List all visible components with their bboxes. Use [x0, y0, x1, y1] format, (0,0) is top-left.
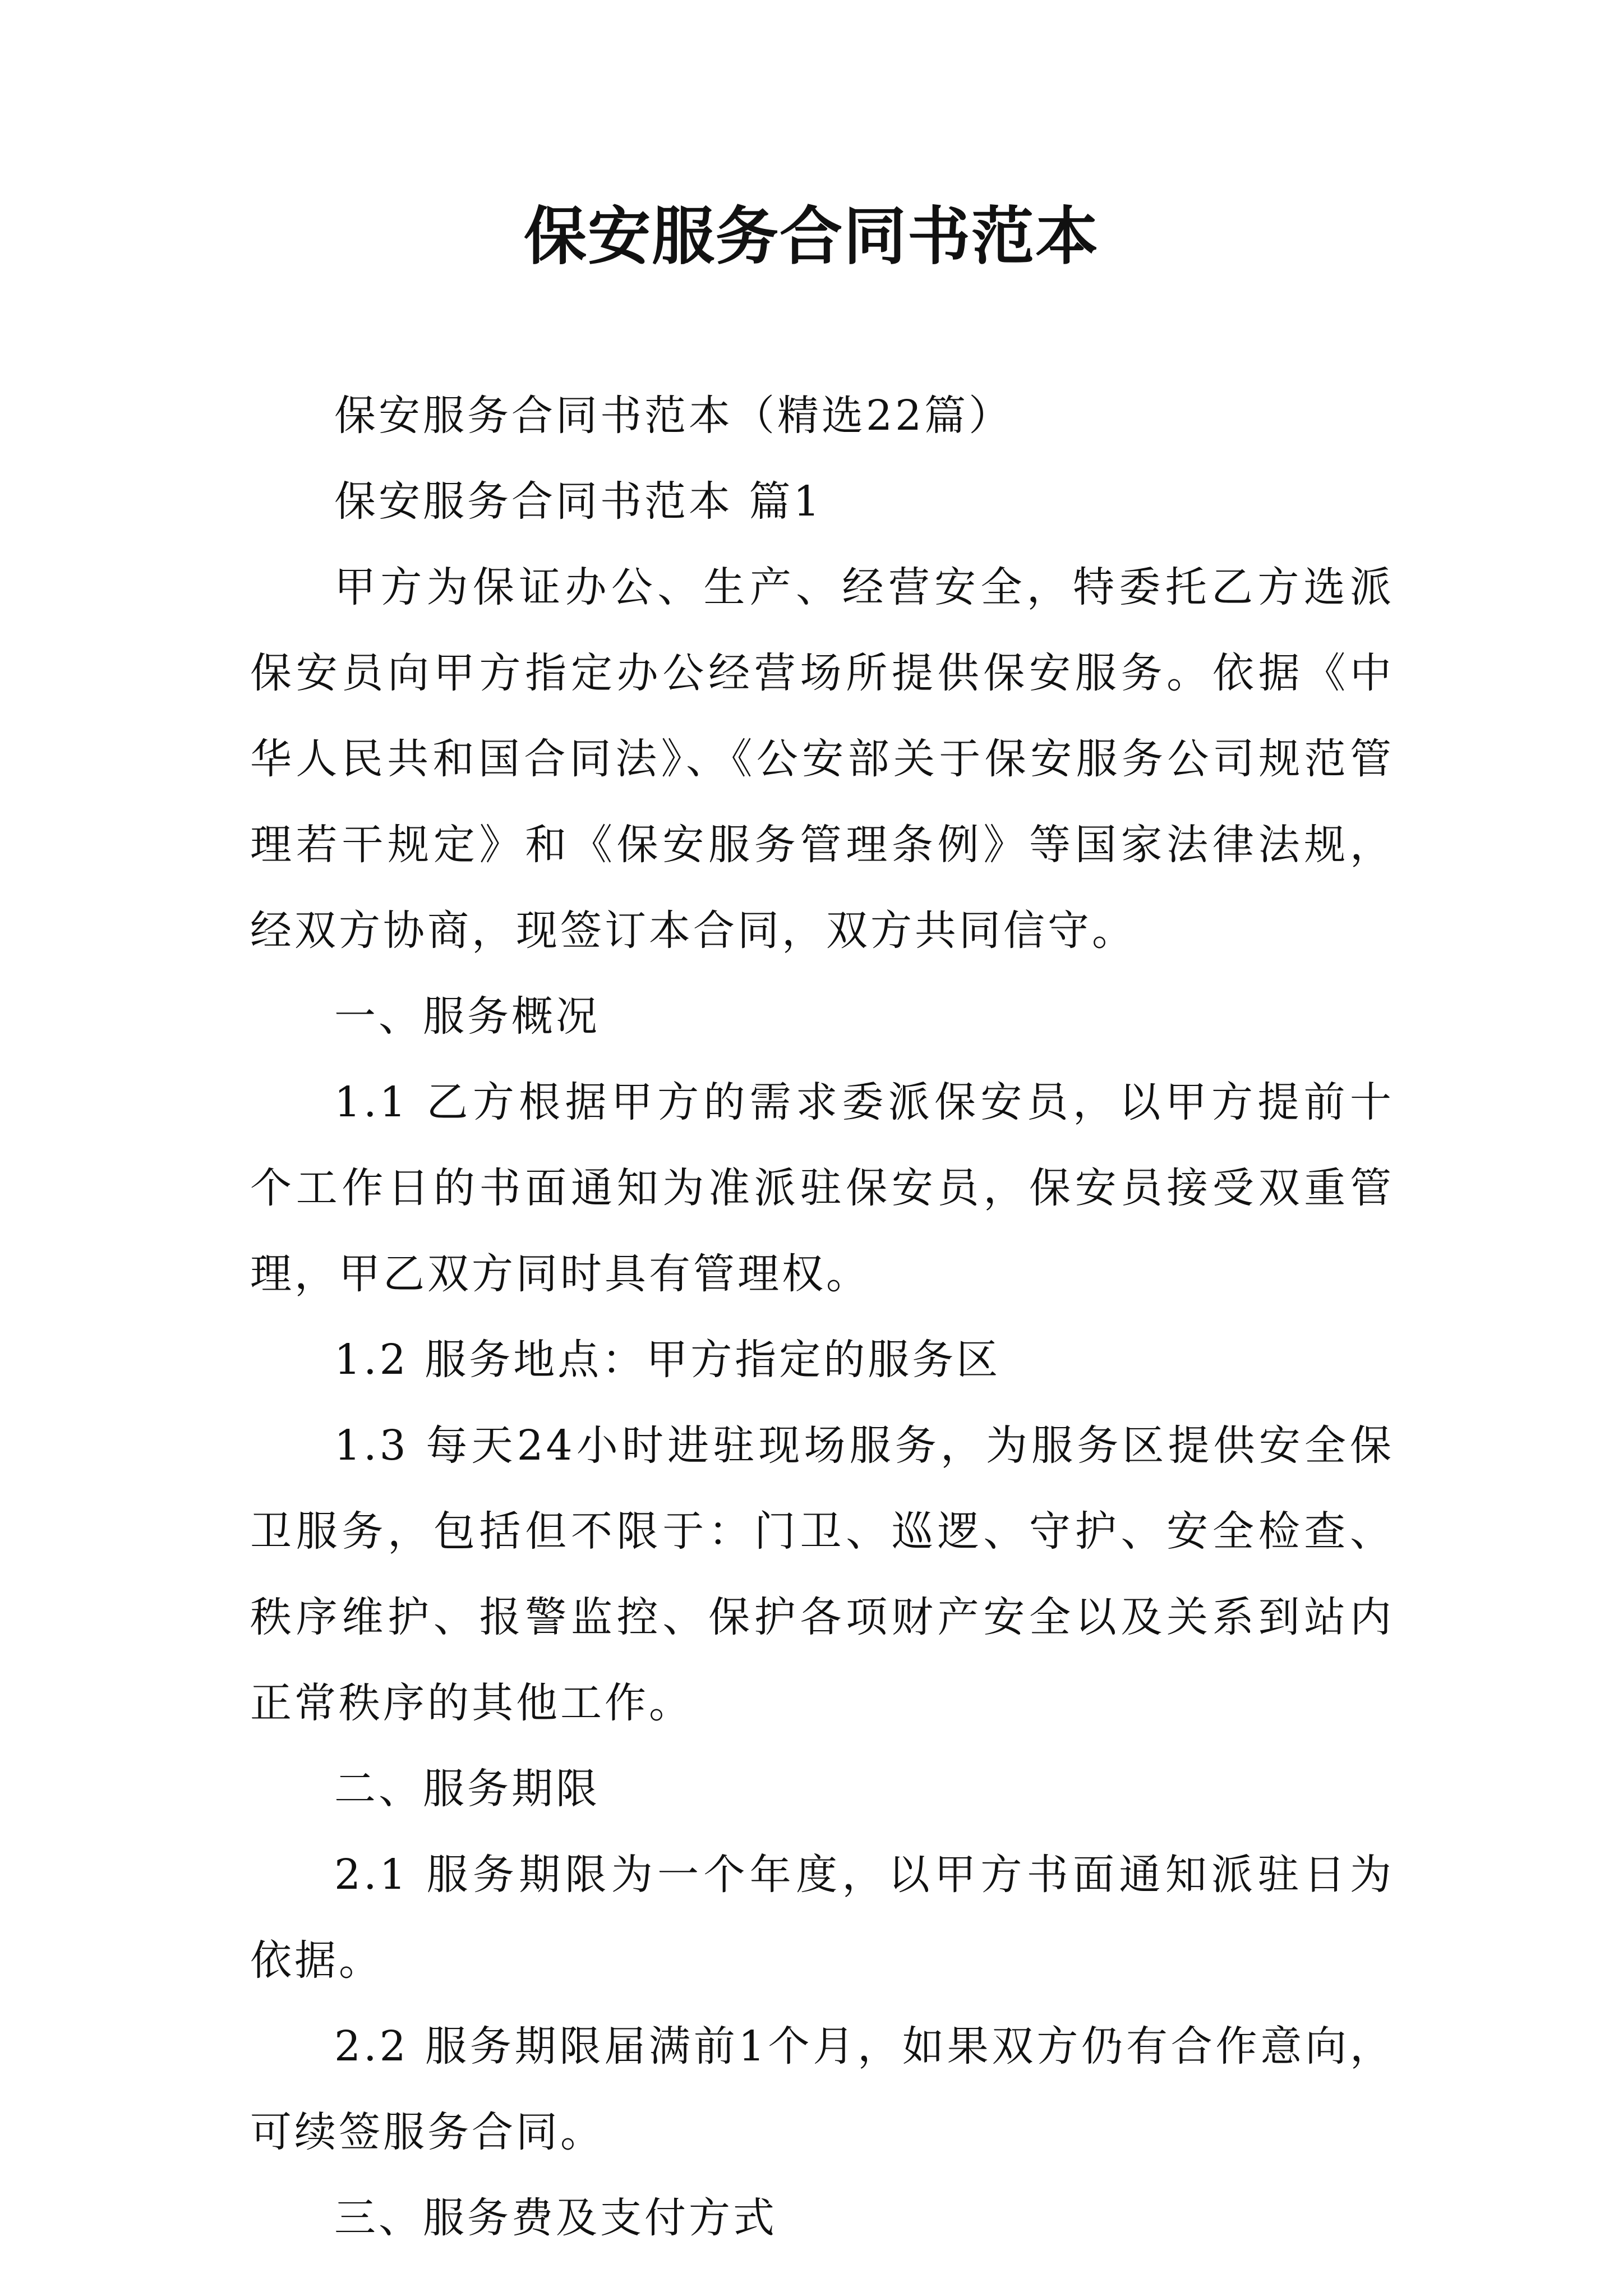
section-heading-3: 三、服务费及支付方式: [334, 2194, 777, 2242]
paragraph-intro: 甲方为保证办公、生产、经营安全，特委托乙方选派保安员向甲方指定办公经营场所提供保安服务。依据《中华人民共和国合同法》、《公安部关于保安服务公司规范管理若干规定》和《保安服务管理条例》等国家法律法规，经双方协商，现签订本合同，双方共同信守。: [250, 563, 1394, 955]
clause-1-2: 1.2 服务地点：甲方指定的服务区: [334, 1336, 1001, 1384]
section-heading-2: 二、服务期限: [334, 1765, 600, 1813]
document-body: [250, 373, 1394, 2261]
clause-1-1: 1.1 乙方根据甲方的需求委派保安员，以甲方提前十个工作日的书面通知为准派驻保安员，保安员接受双重管理，甲乙双方同时具有管理权。: [250, 1078, 1394, 1298]
paragraph-subtitle: 保安服务合同书范本（精选22篇）: [334, 392, 1013, 440]
paragraph-chapter-heading: 保安服务合同书范本 篇1: [334, 477, 823, 526]
clause-2-2: 2.2 服务期限届满前1个月，如果双方仍有合作意向，可续签服务合同。: [250, 2022, 1394, 2156]
clause-2-1: 2.1 服务期限为一个年度，以甲方书面通知派驻日为依据。: [250, 1851, 1394, 1985]
document-title: 保安服务合同书范本: [524, 200, 1099, 273]
clause-1-3: 1.3 每天24小时进驻现场服务，为服务区提供安全保卫服务，包括但不限于：门卫、巡逻、守护、安全检查、秩序维护、报警监控、保护各项财产安全以及关系到站内正常秩序的其他工作。: [250, 1421, 1394, 1727]
section-heading-1: 一、服务概况: [334, 992, 600, 1041]
